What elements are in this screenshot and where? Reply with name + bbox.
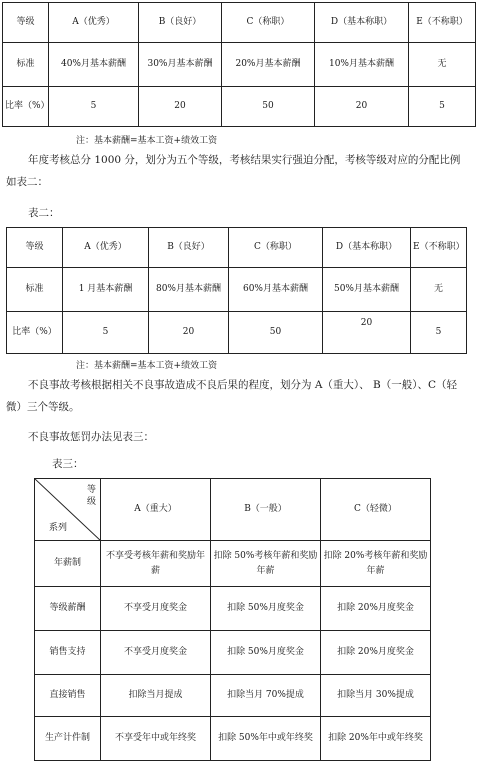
table-1-cell: 20%月基本薪酬 xyxy=(222,43,315,87)
table-3-cell: 不享受年中或年终奖 xyxy=(101,717,211,761)
paragraph-accident: 不良事故考核根据相关不良事故造成不良后果的程度，划分为 A（重大）、 B（一般）、C（轻微）三个等级。 xyxy=(6,379,458,413)
table-3-cell: 扣除 20%月度奖金 xyxy=(321,631,431,675)
table-2-row-label: 比率（%） xyxy=(7,312,63,354)
table-1 xyxy=(2,2,476,127)
table-2-header-row xyxy=(7,228,467,268)
table-3-row-label: 等级薪酬 xyxy=(35,587,101,631)
corner-top-label: 等级 xyxy=(86,485,96,507)
table-2-ratio-row xyxy=(7,312,467,354)
table-3-cell: 扣除当月 30%提成 xyxy=(321,675,431,717)
table-3-cell: 不享受月度奖金 xyxy=(101,587,211,631)
table-3-cell: 扣除 20%考核年薪和奖励年薪 xyxy=(321,541,431,587)
table-3-cell: 扣除 20%月度奖金 xyxy=(321,587,431,631)
table-1-header-cell: 等级 xyxy=(3,3,49,43)
table-1-header-cell: C（称职） xyxy=(222,3,315,43)
table-1-header-row xyxy=(3,3,476,43)
table-3-row xyxy=(35,587,431,631)
table-3-cell: 扣除 50%年中或年终奖 xyxy=(211,717,321,761)
table-2-cell: 50%月基本薪酬 xyxy=(323,268,411,312)
table-3-cell: 扣除 50%考核年薪和奖励年薪 xyxy=(211,541,321,587)
table-1-standard-row xyxy=(3,43,476,87)
table-2-cell: 无 xyxy=(411,268,467,312)
table-3-cell: 扣除 50%月度奖金 xyxy=(211,587,321,631)
table-3-header-cell: A（重大） xyxy=(101,479,211,541)
table-2-header-cell: D（基本称职） xyxy=(323,228,411,268)
table-2-label: 表二： xyxy=(28,207,60,219)
table-3-row xyxy=(35,631,431,675)
table-1-cell: 10%月基本薪酬 xyxy=(315,43,409,87)
table-3-row-label: 直接销售 xyxy=(35,675,101,717)
table-1-cell: 40%月基本薪酬 xyxy=(49,43,139,87)
table-1-header-cell: A（优秀） xyxy=(49,3,139,43)
table-2-standard-row xyxy=(7,268,467,312)
table-2-cell: 80%月基本薪酬 xyxy=(149,268,229,312)
table-3-label: 表三： xyxy=(52,458,84,470)
table-1-cell: 50 xyxy=(222,87,315,127)
table-1-cell: 30%月基本薪酬 xyxy=(139,43,222,87)
table-2 xyxy=(6,227,467,354)
table-2-cell: 50 xyxy=(229,312,323,354)
table-3-cell: 扣除 20%年中或年终奖 xyxy=(321,717,431,761)
table-1-cell: 20 xyxy=(315,87,409,127)
table-3-corner-cell xyxy=(35,479,101,541)
table-3 xyxy=(34,478,431,761)
table-3-row xyxy=(35,675,431,717)
table-3-header-cell: C（轻微） xyxy=(321,479,431,541)
table-3-header-cell: B（一般） xyxy=(211,479,321,541)
table-1-row-label: 比率（%） xyxy=(3,87,49,127)
table-3-header-row xyxy=(35,479,431,541)
table-3-row-label: 年薪制 xyxy=(35,541,101,587)
table-3-cell: 扣除 50%月度奖金 xyxy=(211,631,321,675)
table-3-row-label: 销售支持 xyxy=(35,631,101,675)
table-3-cell: 不享受考核年薪和奖励年薪 xyxy=(101,541,211,587)
table-2-note: 注：基本薪酬=基本工资+绩效工资 xyxy=(76,361,218,371)
table-1-row-label: 标准 xyxy=(3,43,49,87)
table-3-cell: 扣除当月提成 xyxy=(101,675,211,717)
table-3-row-label: 生产计件制 xyxy=(35,717,101,761)
paragraph-scoring: 年度考核总分 1000 分，划分为五个等级，考核结果实行强迫分配，考核等级对应的分配比例如表二： xyxy=(6,154,461,188)
table-3-row xyxy=(35,541,431,587)
table-1-header-cell: D（基本称职） xyxy=(315,3,409,43)
table-1-cell: 无 xyxy=(409,43,476,87)
paragraph-penalty-ref: 不良事故惩罚办法见表三： xyxy=(28,431,154,443)
table-2-cell: 5 xyxy=(63,312,149,354)
table-1-cell: 20 xyxy=(139,87,222,127)
table-2-cell: 60%月基本薪酬 xyxy=(229,268,323,312)
table-1-ratio-row xyxy=(3,87,476,127)
table-2-cell: 20 xyxy=(323,312,411,354)
table-2-header-cell: B（良好） xyxy=(149,228,229,268)
table-1-header-cell: E（不称职） xyxy=(409,3,476,43)
table-2-cell: 20 xyxy=(149,312,229,354)
table-1-cell: 5 xyxy=(49,87,139,127)
table-2-row-label: 标准 xyxy=(7,268,63,312)
corner-bottom-label: 系列 xyxy=(49,523,68,533)
table-3-cell: 不享受月度奖金 xyxy=(101,631,211,675)
table-2-cell: 1 月基本薪酬 xyxy=(63,268,149,312)
table-1-note: 注：基本薪酬=基本工资+绩效工资 xyxy=(76,136,218,146)
table-2-header-cell: 等级 xyxy=(7,228,63,268)
table-2-cell: 5 xyxy=(411,312,467,354)
table-2-header-cell: C（称职） xyxy=(229,228,323,268)
table-3-row xyxy=(35,717,431,761)
table-2-header-cell: A（优秀） xyxy=(63,228,149,268)
table-3-cell: 扣除当月 70%提成 xyxy=(211,675,321,717)
table-1-cell: 5 xyxy=(409,87,476,127)
table-1-header-cell: B（良好） xyxy=(139,3,222,43)
table-2-header-cell: E（不称职） xyxy=(411,228,467,268)
